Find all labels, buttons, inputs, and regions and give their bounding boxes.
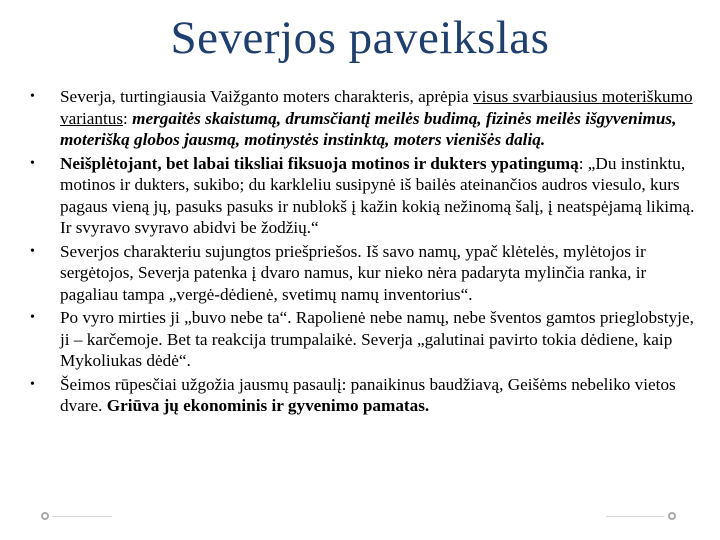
bullet-item xyxy=(30,86,702,151)
decor-line-right xyxy=(606,516,664,517)
decor-line-left xyxy=(52,516,112,517)
decor-dot-right xyxy=(668,512,676,520)
bullet-icon: • xyxy=(30,310,35,325)
bullet-text-segment: Po vyro mirties ji „buvo nebe ta“. Rapolienė nebe namų, nebe šventos gamtos prieglobstyje, ji – karčemoje. Bet ta reakcija trumpalaikė. Severja „galutinai pavirto tokia dėdiene, kaip Mykoliukas dėdė“. xyxy=(60,308,694,370)
bullet-list xyxy=(30,86,702,419)
bullet-item xyxy=(30,153,702,239)
bullet-icon: • xyxy=(30,89,35,104)
bullet-text-segment: : „Du instinktu, motinos ir dukters, sukibo; du karkleliu susipynė iš bailės ateinančios audros viesulo, kurs pagaus vieną jų, pasuks pasuks ir nublokš į kažin kokią nežinomą šalį, į neatspėjamą likimą. Ir svyravo svyravo abidvi be žodžių.“ xyxy=(60,153,695,237)
bullet-text-segment: Neišplėtojant, bet labai tiksliai fiksuoja motinos ir dukters ypatingumą xyxy=(60,153,579,173)
bullet-item xyxy=(30,307,702,372)
slide-title: Severjos paveikslas xyxy=(170,12,550,64)
bullet-item xyxy=(30,374,702,417)
bullet-text-segment: Griūva jų ekonominis ir gyvenimo pamatas. xyxy=(106,396,430,415)
bullet-icon: • xyxy=(30,155,35,171)
decor-dot-left xyxy=(41,512,49,520)
bullet-text-segment: Severja, turtingiausia Vaižganto moters charakteris, aprėpia xyxy=(60,87,473,106)
bullet-icon: • xyxy=(30,243,35,259)
bullet-text-segment: Šeimos rūpesčiai užgožia jausmų pasaulį: panaikinus baudžiavą, Geišėms nebeliko vietos dvare. xyxy=(60,374,676,415)
bullet-icon: • xyxy=(30,376,35,392)
bullet-text-segment: Severjos charakteriu sujungtos priešpriešos. Iš savo namų, ypač klėtelės, mylėtojos ir sergėtojos, Severja patenka į dvaro namus, kur nieko nėra padaryta mylinčia ranka, ir pagaliau tampa „vergė-dėdienė, svetimų namų inventorius“. xyxy=(60,241,647,304)
bullet-text-segment: : xyxy=(123,108,133,128)
bullet-text-segment: mergaitės skaistumą, drumsčiantį meilės budimą, fizinės meilės išgyvenimus, moterišką globos jausmą, motinystės instinktą, moters vienišės dalią. xyxy=(60,108,677,149)
bullet-text-segment: visus svarbiausius moteriškumo variantus xyxy=(60,87,693,128)
bullet-item xyxy=(30,241,702,306)
